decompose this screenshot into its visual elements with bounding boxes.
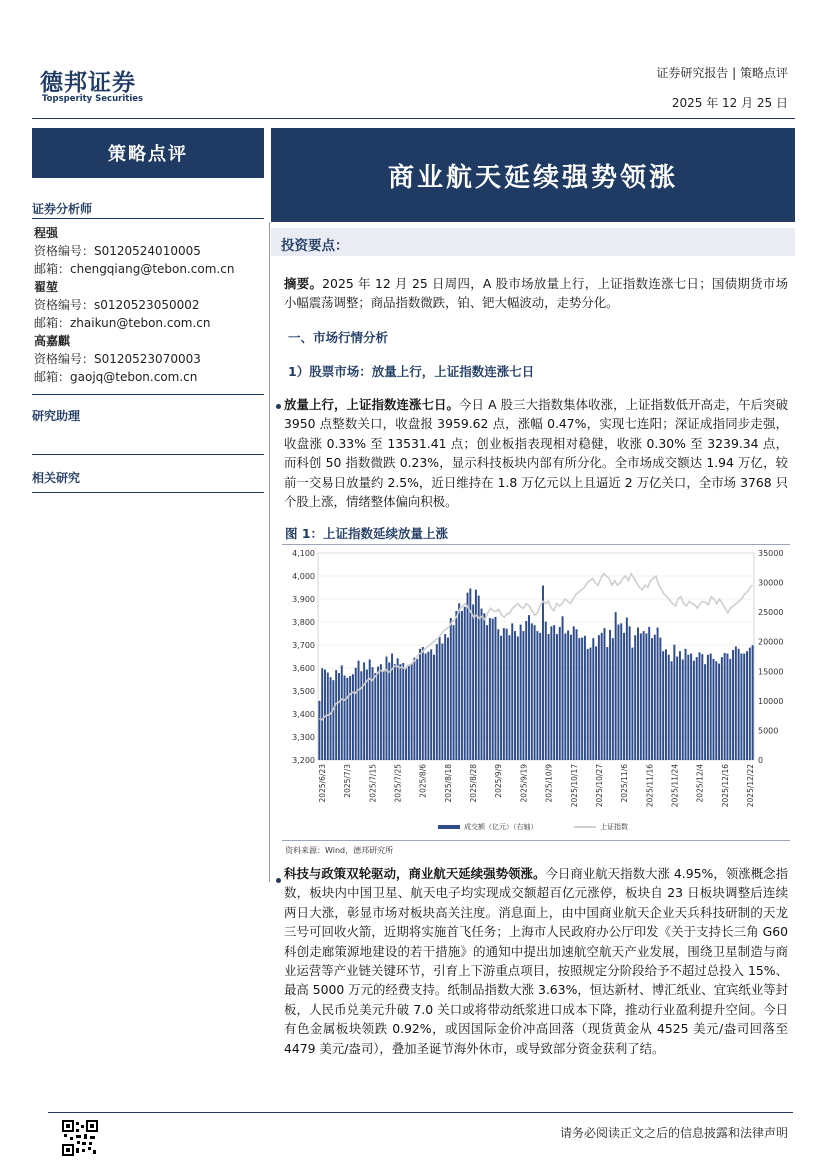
y-left-tick-label: 3,400: [292, 710, 315, 719]
volume-bar: [494, 617, 496, 760]
y-right-tick-label: 0: [758, 756, 764, 765]
qr-code: [62, 1120, 98, 1156]
volume-bar: [548, 634, 550, 760]
volume-bar: [550, 626, 552, 760]
x-tick-label: 2025/7/3: [343, 764, 353, 798]
volume-bar: [752, 645, 754, 760]
volume-bar: [654, 635, 656, 760]
volume-bar: [425, 654, 427, 760]
x-tick-label: 2025/10/27: [594, 764, 604, 808]
volume-bar: [699, 652, 701, 760]
y-left-tick-label: 3,600: [292, 664, 315, 673]
summary-lead: 摘要。: [284, 276, 323, 291]
volume-bar: [665, 649, 667, 760]
volume-bar: [422, 647, 424, 760]
volume-bar: [679, 651, 681, 760]
analyst-email[interactable]: 邮箱：chengqiang@tebon.com.cn: [34, 262, 235, 276]
column-divider: [269, 222, 270, 882]
report-type: 证券研究报告 | 策略点评: [656, 66, 788, 80]
volume-bar: [363, 662, 365, 760]
volume-bar: [349, 676, 351, 760]
volume-bar: [584, 636, 586, 760]
volume-bar: [503, 628, 505, 760]
volume-bar: [724, 653, 726, 760]
x-tick-label: 2025/7/15: [368, 764, 378, 803]
x-tick-label: 2025/12/4: [695, 764, 705, 803]
volume-bar: [483, 613, 485, 760]
volume-bar: [344, 675, 346, 760]
bullet-text: 今日商业航天指数大涨 4.95%，领涨概念指数，板块内中国卫星、航天电子均实现成交额超百亿元涨停，板块自 23 日板块调整后连续两日大涨，彰显市场对板块高关注度。消息面上，由中国商业航天企业天兵科技研制的天龙三号可回收火箭，近期将实施首飞任务；上海市人民政府办公厅印发《关于支持长三角 G60 科创走廊策源地建设的若干措施》的通知中提出加速航空航天产业发展，围绕卫星制造与商业运营等产业链关键环节，引育上下游重点项目，按照规定分阶段给予不超过总投入 15%、最高 5000 万元的经费支持。纸制品指数大涨 3.63%，恒达新材、博汇纸业、宜宾纸业等封板，人民币兑美元升破 7.0 关口或将带动纸浆进口成本下降，推动行业盈利提升空间。今日有色金属板块领跌 0.92%，或因国际金价冲高回落（现货黄金从 4525 美元/盎司回落至 4479 美元/盎司），叠加圣诞节海外休市，或导致部分资金获利了结。: [284, 866, 788, 1056]
analyst-cert: 资格编号：s0120523050002: [34, 298, 200, 312]
bullet-paragraph: [284, 864, 788, 1058]
x-tick-label: 2025/9/9: [494, 764, 504, 798]
volume-bar: [715, 661, 717, 760]
sidebar-banner: 策略点评: [32, 128, 264, 178]
volume-bar: [615, 612, 617, 760]
volume-bar: [489, 618, 491, 760]
volume-bar: [380, 664, 382, 760]
volume-bar: [500, 636, 502, 760]
volume-bar: [352, 674, 354, 760]
summary-paragraph: [284, 274, 788, 313]
legend-swatch-bar: [438, 825, 460, 829]
volume-bar: [511, 623, 513, 760]
volume-bar: [617, 625, 619, 760]
volume-bar: [469, 588, 471, 760]
volume-bar: [497, 629, 499, 760]
x-axis-ticks: [318, 764, 755, 807]
y-right-tick-label: 5000: [758, 726, 779, 736]
volume-bar: [749, 648, 751, 760]
volume-bar: [369, 659, 371, 760]
volume-bar: [623, 633, 625, 760]
volume-bar: [522, 631, 524, 760]
volume-bar: [631, 648, 633, 760]
y-left-tick-label: 3,500: [292, 687, 315, 696]
chart-legend: [438, 822, 628, 831]
subsection-heading: 1）股票市场：放量上行，上证指数连涨七日: [288, 364, 535, 379]
brand-logo-cn: 德邦证券: [40, 70, 136, 96]
volume-bar: [338, 673, 340, 760]
bullet-lead: 科技与政策双轮驱动，商业航天延续强势领涨。: [284, 866, 546, 881]
volume-bar: [573, 626, 575, 760]
brand-logo-en: Topsperity Securities: [42, 94, 144, 104]
volume-bar: [525, 621, 527, 760]
bullet-paragraph: [284, 395, 788, 511]
volume-bar: [687, 655, 689, 760]
volume-bar: [567, 630, 569, 760]
y-left-tick-label: 3,700: [292, 641, 315, 650]
y-left-tick-label: 3,200: [292, 756, 315, 765]
volume-bar: [626, 617, 628, 760]
volume-bar: [408, 666, 410, 760]
x-tick-label: 2025/10/17: [569, 764, 579, 808]
volume-bar: [732, 650, 734, 760]
volume-bar: [405, 668, 407, 760]
volume-bar: [335, 670, 337, 760]
volume-bar: [576, 629, 578, 760]
volume-bar: [321, 668, 323, 760]
y-right-tick-label: 25000: [758, 608, 784, 618]
volume-bar: [659, 638, 661, 760]
volume-bar: [383, 671, 385, 760]
summary-text: 2025 年 12 月 25 日周四，A 股市场放量上行，上证指数连涨七日；国债期货市场小幅震荡调整；商品指数微跌，铂、钯大幅波动，走势分化。: [284, 276, 788, 311]
legend-label: 成交额（亿元）（右轴）: [464, 823, 538, 831]
volume-bar: [710, 654, 712, 760]
volume-bar: [693, 661, 695, 760]
analyst-email[interactable]: 邮箱：zhaikun@tebon.com.cn: [34, 316, 211, 330]
volume-bar: [556, 634, 558, 760]
volume-bar: [637, 628, 639, 760]
report-date: 2025 年 12 月 25 日: [671, 96, 788, 110]
volume-bar: [324, 670, 326, 760]
y-left-tick-label: 4,100: [292, 549, 315, 558]
volume-bar: [330, 677, 332, 760]
volume-bar: [394, 664, 396, 760]
volume-bar: [444, 634, 446, 760]
x-tick-label: 2025/8/28: [469, 764, 479, 803]
volume-bar: [542, 586, 544, 760]
volume-bar: [467, 593, 469, 760]
y-left-tick-label: 3,900: [292, 595, 315, 604]
figure-rule: [282, 840, 790, 841]
volume-bar: [441, 643, 443, 760]
volume-bar: [673, 645, 675, 760]
legend-label: 上证指数: [600, 823, 628, 831]
volume-bar: [634, 635, 636, 760]
x-tick-label: 2025/7/25: [393, 764, 403, 803]
x-tick-label: 2025/9/19: [519, 764, 529, 803]
bullet-lead: 放量上行，上证指数连涨七日。: [284, 397, 460, 412]
volume-bar: [704, 664, 706, 760]
volume-bar: [743, 654, 745, 760]
volume-bar: [668, 655, 670, 760]
volume-bar: [707, 655, 709, 760]
volume-bar: [506, 629, 508, 760]
volume-bar: [606, 647, 608, 760]
volume-bar: [746, 651, 748, 760]
volume-bar: [514, 631, 516, 760]
analyst-cert: 资格编号：S0120523070003: [34, 352, 201, 366]
volume-bar: [355, 668, 357, 760]
volume-bar: [464, 607, 466, 760]
bullet-marker: [276, 404, 281, 409]
volume-bar: [598, 635, 600, 760]
x-tick-label: 2025/12/16: [720, 764, 730, 808]
volume-bar: [439, 637, 441, 760]
volume-bar: [528, 615, 530, 760]
analyst-name: 程强: [34, 226, 59, 240]
volume-bar: [545, 622, 547, 760]
volume-bar: [539, 633, 541, 760]
y-left-tick-label: 4,000: [292, 572, 315, 581]
volume-bar: [609, 630, 611, 760]
volume-bar: [455, 611, 457, 760]
y-right-tick-label: 15000: [758, 667, 784, 677]
volume-bar: [397, 658, 399, 760]
volume-bar: [648, 627, 650, 760]
sidebar-divider: [32, 454, 264, 455]
y-left-tick-label: 3,300: [292, 733, 315, 742]
y-right-tick-label: 20000: [758, 637, 784, 647]
volume-bar: [553, 625, 555, 760]
volume-bar: [690, 654, 692, 760]
volume-bar: [682, 659, 684, 760]
x-tick-label: 2025/11/24: [670, 764, 680, 808]
right-axis-ticks: [758, 549, 783, 765]
volume-bar: [651, 638, 653, 760]
volume-bar: [508, 635, 510, 760]
volume-bar: [712, 659, 714, 760]
volume-bar: [360, 671, 362, 760]
volume-bar: [332, 680, 334, 760]
volume-bar: [581, 638, 583, 760]
volume-bar: [685, 649, 687, 760]
volume-bar: [570, 635, 572, 760]
volume-bar: [564, 633, 566, 760]
volume-bar: [450, 618, 452, 760]
volume-bar: [433, 655, 435, 760]
volume-bar: [729, 659, 731, 760]
volume-bar: [740, 654, 742, 760]
volume-bar: [603, 628, 605, 760]
volume-bar: [701, 654, 703, 760]
volume-bar: [590, 648, 592, 760]
volume-bar: [374, 673, 376, 760]
x-tick-label: 2025/11/6: [620, 764, 630, 803]
sidebar-divider: [32, 218, 264, 219]
volume-bar: [592, 638, 594, 760]
volume-bar: [662, 651, 664, 760]
volume-bar: [640, 633, 642, 760]
volume-bar: [447, 638, 449, 760]
volume-bar: [399, 664, 401, 760]
volume-bar: [718, 664, 720, 760]
volume-bar: [657, 628, 659, 760]
volume-bar: [472, 604, 474, 760]
bullet-text: 今日 A 股三大指数集体收涨，上证指数低开高走，午后突破 3950 点整数关口，收盘报 3959.62 点，涨幅 0.47%，实现七连阳；深证成指同步走强，收盘涨 0.33% 至 13531.41 点；创业板指表现相对稳健，收涨 0.30% 至 3239.34 点，而科创 50 指数微跌 0.23%，显示科技板块内部有所分化。全市场成交额达 1.94 万亿，较前一交易日放量约 2.5%，近日维持在 1.8 万亿元以上且逼近 2 万亿关口，全市场 3768 只个股上涨，情绪整体偏向积极。: [284, 397, 788, 510]
volume-bar: [587, 649, 589, 760]
analyst-cert: 资格编号：S0120524010005: [34, 244, 201, 258]
volume-bar: [478, 596, 480, 760]
data-source: 资料来源：Wind，德邦研究所: [285, 846, 394, 855]
sse-volume-chart: [282, 545, 790, 840]
y-right-tick-label: 30000: [758, 578, 784, 588]
report-title: 商业航天延续强势领涨: [271, 128, 795, 222]
volume-bar: [559, 627, 561, 760]
assistant-heading: 研究助理: [32, 409, 81, 423]
volume-bar: [318, 701, 320, 760]
key-points-heading: 投资要点：: [281, 238, 349, 254]
x-tick-label: 2025/8/18: [443, 764, 453, 803]
figure-title: 图 1：上证指数延续放量上涨: [285, 526, 449, 541]
y-right-tick-label: 10000: [758, 696, 784, 706]
volume-bar: [358, 661, 360, 760]
volume-bar: [671, 661, 673, 760]
volume-bar: [738, 649, 740, 760]
volume-bar: [520, 625, 522, 760]
volume-bar: [645, 633, 647, 760]
volume-bar: [388, 662, 390, 760]
volume-bar: [601, 633, 603, 760]
volume-bar: [595, 646, 597, 760]
volume-bar: [411, 664, 413, 760]
volume-bar: [377, 667, 379, 760]
volume-bar: [643, 631, 645, 760]
volume-bar: [416, 659, 418, 760]
footer-disclaimer: 请务必阅读正文之后的信息披露和法律声明: [559, 1126, 788, 1140]
volume-bar: [612, 638, 614, 760]
volume-bar: [536, 631, 538, 760]
volume-bar: [458, 603, 460, 760]
volume-bar: [517, 636, 519, 760]
footer-divider: [48, 1112, 793, 1113]
x-tick-label: 2025/6/23: [318, 764, 327, 803]
analyst-name: 高嘉麒: [34, 334, 71, 348]
volume-bar: [629, 626, 631, 760]
volume-bar: [676, 657, 678, 761]
volume-bar: [430, 649, 432, 760]
y-left-tick-label: 3,800: [292, 618, 315, 627]
analyst-name: 翟堃: [34, 280, 59, 294]
y-right-tick-label: 35000: [758, 549, 784, 558]
section-heading: 一、市场行情分析: [288, 330, 389, 345]
volume-bar: [735, 646, 737, 760]
analysts-heading: 证券分析师: [32, 202, 93, 216]
volume-bar: [436, 644, 438, 760]
x-tick-label: 2025/8/6: [418, 764, 428, 798]
volume-bar: [620, 623, 622, 760]
volume-bar: [696, 657, 698, 760]
x-tick-label: 2025/11/16: [645, 764, 655, 808]
header-divider: [32, 118, 795, 119]
volume-bar: [346, 678, 348, 760]
sidebar-divider: [32, 492, 264, 493]
volume-bar: [402, 663, 404, 760]
volume-bar: [534, 625, 536, 760]
analyst-email[interactable]: 邮箱：gaojq@tebon.com.cn: [34, 370, 198, 384]
volume-bar: [486, 625, 488, 760]
volume-bar: [531, 623, 533, 760]
volume-bar: [481, 609, 483, 760]
volume-bar: [419, 649, 421, 760]
x-tick-label: 2025/12/22: [746, 764, 755, 808]
volume-bar: [413, 658, 415, 760]
volume-bar: [492, 619, 494, 760]
related-heading: 相关研究: [32, 471, 81, 485]
sidebar-divider: [32, 394, 264, 395]
volume-bar: [427, 652, 429, 760]
bullet-marker: [276, 878, 281, 883]
volume-bar: [341, 665, 343, 760]
volume-bar: [578, 638, 580, 760]
key-points-bar: [271, 228, 795, 256]
volume-bar: [461, 611, 463, 760]
volume-bar: [562, 616, 564, 760]
x-tick-label: 2025/10/9: [544, 764, 554, 803]
volume-bar: [726, 654, 728, 760]
left-axis-ticks: [292, 549, 315, 765]
volume-bar: [453, 625, 455, 760]
volume-bar: [721, 657, 723, 760]
